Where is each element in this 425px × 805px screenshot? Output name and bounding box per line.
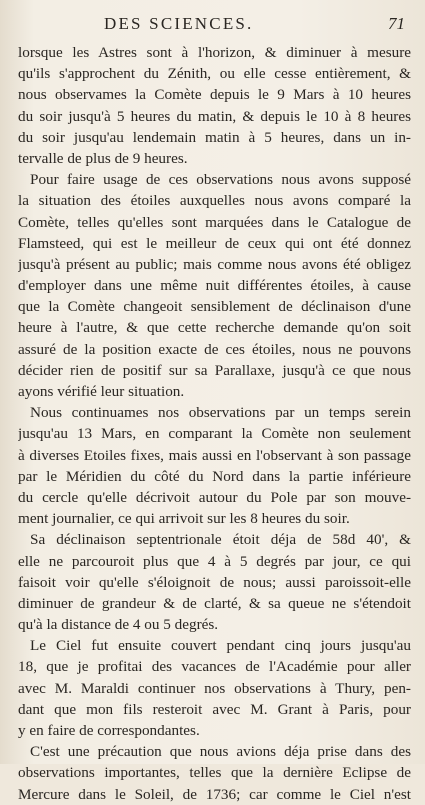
text-line: Flamsteed, qui est le meilleur de ceux qui ont été donnez xyxy=(18,234,411,252)
text-line: Sa déclinaison septentrionale étoit déja de 58d 40', & xyxy=(30,531,411,549)
text-line: nous observames la Comète depuis le 9 Mars à 10 heures xyxy=(18,86,411,104)
text-line: du cercle qu'elle décrivoit autour du Pole par son mouve- xyxy=(18,488,411,506)
text-line: avec M. Maraldi continuer nos observations à Thury, pen- xyxy=(18,679,411,697)
text-line: Comète, telles qu'elles sont marquées dans le Catalogue de xyxy=(18,213,411,231)
paragraph xyxy=(18,402,411,529)
text-line: Le Ciel fut ensuite couvert pendant cinq jours jusqu'au xyxy=(30,637,411,655)
text-line: elle ne parcouroit plus que 4 à 5 degrés par jour, ce qui xyxy=(18,552,411,570)
text-line: tervalle de plus de 9 heures. xyxy=(18,149,188,167)
paragraph xyxy=(18,42,411,169)
text-line: par le Méridien du côté du Nord dans la partie inférieure xyxy=(18,467,411,485)
text-line: jusqu'à présent au public; mais comme nous avons été obligez xyxy=(18,255,411,273)
page-number: 71 xyxy=(388,14,405,33)
page-body xyxy=(18,42,411,805)
text-line: Pour faire usage de ces observations nous avons supposé xyxy=(30,171,411,189)
text-line: du soir jusqu'au lendemain matin à 5 heures, dans un in- xyxy=(18,128,411,146)
text-line: que la Comète changeoit sensiblement de déclinaison d'une xyxy=(18,298,411,316)
text-line: d'employer dans une même nuit différentes étoiles, à cause xyxy=(18,277,411,295)
paragraph xyxy=(18,529,411,635)
text-line: ayons vérifié leur situation. xyxy=(18,383,185,400)
text-line: faisoit voir qu'elle s'éloignoit de nous; aussi paroissoit-elle xyxy=(18,573,411,591)
text-line: du soir jusqu'à 5 heures du matin, & depuis le 10 à 8 heures xyxy=(18,107,411,125)
text-line: à diverses Etoiles fixes, mais aussi en l'observant à son passage xyxy=(18,446,411,464)
text-line: dant que mon fils resteroit avec M. Grant à Paris, pour xyxy=(18,700,411,718)
text-line: diminuer de grandeur & de clarté, & sa queue ne s'étendoit xyxy=(18,594,411,612)
text-line: observations importantes, telles que la dernière Eclipse de xyxy=(18,764,411,782)
text-line: la situation des étoiles auxquelles nous avons comparé la xyxy=(18,192,411,210)
text-line: heure à l'autre, & que cette recherche demande qu'on soit xyxy=(18,319,411,337)
text-line: ment journalier, ce qui arrivoit sur les 8 heures du soir. xyxy=(18,510,350,528)
text-line: qu'ils s'approchent du Zénith, ou elle cesse entièrement, & xyxy=(18,65,411,83)
running-head: DES SCIENCES. xyxy=(104,14,254,33)
text-line: C'est une précaution que nous avions déja prise dans des xyxy=(30,743,411,761)
page-header xyxy=(22,14,405,36)
text-line: qu'à la distance de 4 ou 5 degrés. xyxy=(18,616,219,634)
paragraph xyxy=(18,635,411,741)
text-line: Mercure dans le Soleil, de 1736; car comme le Ciel n'est xyxy=(18,785,411,803)
text-line: assuré de la position exacte de ces étoiles, nous ne pouvons xyxy=(18,340,411,358)
text-line: lorsque les Astres sont à l'horizon, & diminuer à mesure xyxy=(18,44,411,61)
paragraph xyxy=(18,169,411,402)
text-line: Nous continuames nos observations par un temps serein xyxy=(30,404,411,422)
text-line: décider rien de positif sur sa Parallaxe, jusqu'à ce que nous xyxy=(18,361,411,379)
paragraph xyxy=(18,741,411,805)
text-line: y en faire de correspondantes. xyxy=(18,722,200,739)
text-line: 18, que je profitai des vacances de l'Académie pour aller xyxy=(18,658,411,676)
text-line: jusqu'au 13 Mars, en comparant la Comète non seulement xyxy=(18,425,411,443)
